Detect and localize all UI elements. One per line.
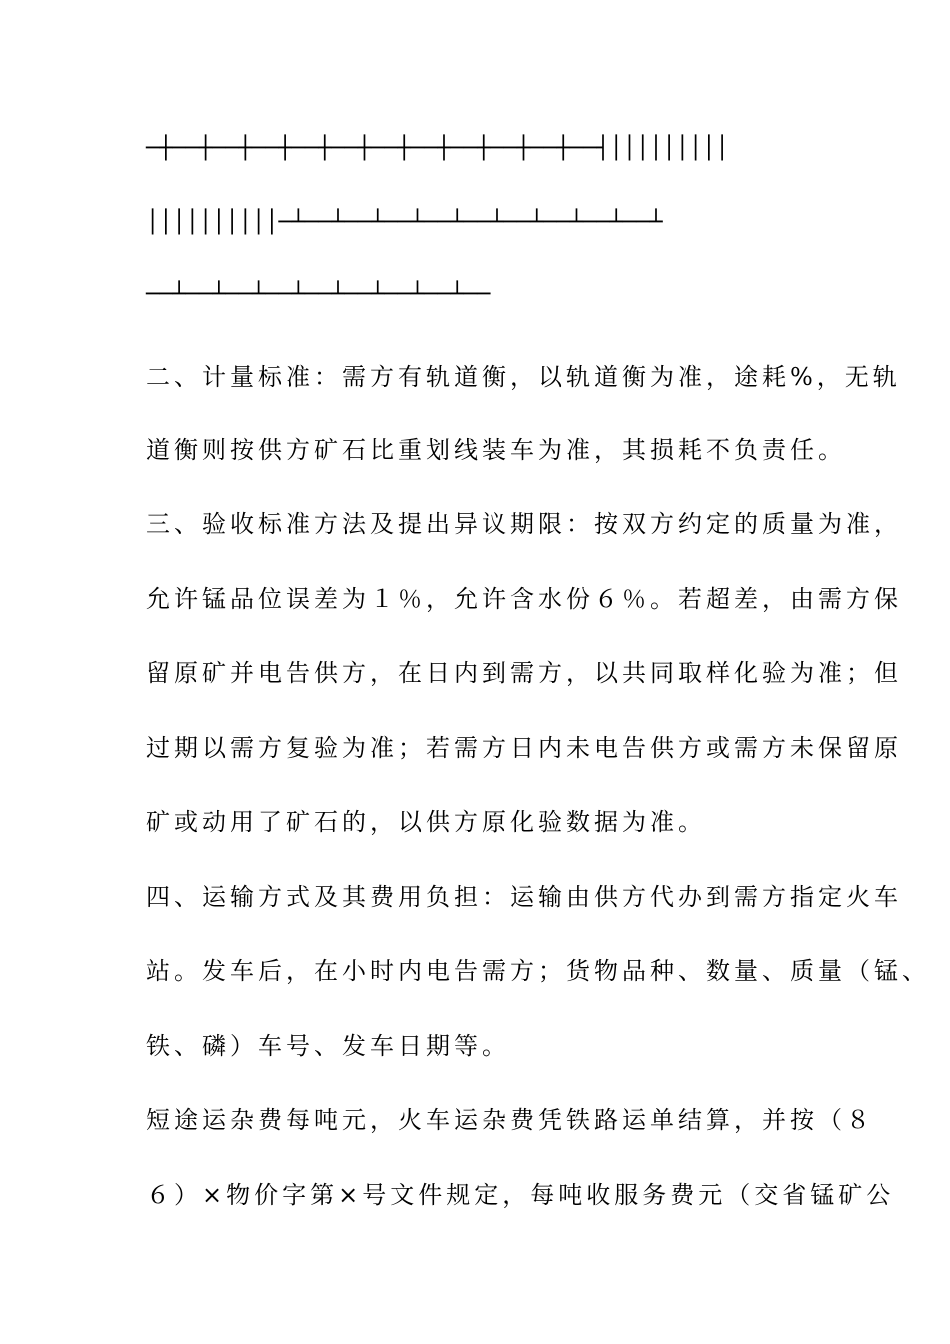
text-line: 四、运输方式及其费用负担：运输由供方代办到需方指定火车: [146, 883, 902, 911]
text-line: 铁、磷）车号、发车日期等。: [146, 1032, 510, 1060]
text-line: 三、验收标准方法及提出异议期限：按双方约定的质量为准，: [146, 510, 902, 538]
text-line: 允许锰品位误差为１％，允许含水份６％。若超差，由需方保: [146, 585, 902, 613]
text-line: 留原矿并电告供方，在日内到需方，以共同取样化验为准；但: [146, 659, 902, 687]
text-line: 二、计量标准：需方有轨道衡，以轨道衡为准，途耗%，无轨: [146, 363, 901, 391]
text-line: 短途运杂费每吨元，火车运杂费凭铁路运单结算，并按（８: [146, 1106, 874, 1134]
table-rule-row-1: ─┼──┼──┼──┼──┼──┼──┼──┼──┼──┼──┼──┤│││││││││: [146, 136, 729, 161]
text-line: 矿或动用了矿石的，以供方原化验数据为准。: [146, 808, 706, 836]
text-line: ６）×物价字第×号文件规定，每吨收服务费元（交省锰矿公: [146, 1181, 895, 1209]
text-line: 道衡则按供方矿石比重划线装车为准，其损耗不负责任。: [146, 436, 846, 464]
text-line: 过期以需方复验为准；若需方日内未电告供方或需方未保留原: [146, 734, 902, 762]
text-line: 站。发车后，在小时内电告需方；货物品种、数量、质量（锰、: [146, 957, 930, 985]
table-rule-row-2: ││││││││││─┴──┴──┴──┴──┴──┴──┴──┴──┴──┴: [146, 210, 663, 235]
table-rule-row-3: ──┴──┴──┴──┴──┴──┴──┴──┴──: [146, 282, 491, 307]
